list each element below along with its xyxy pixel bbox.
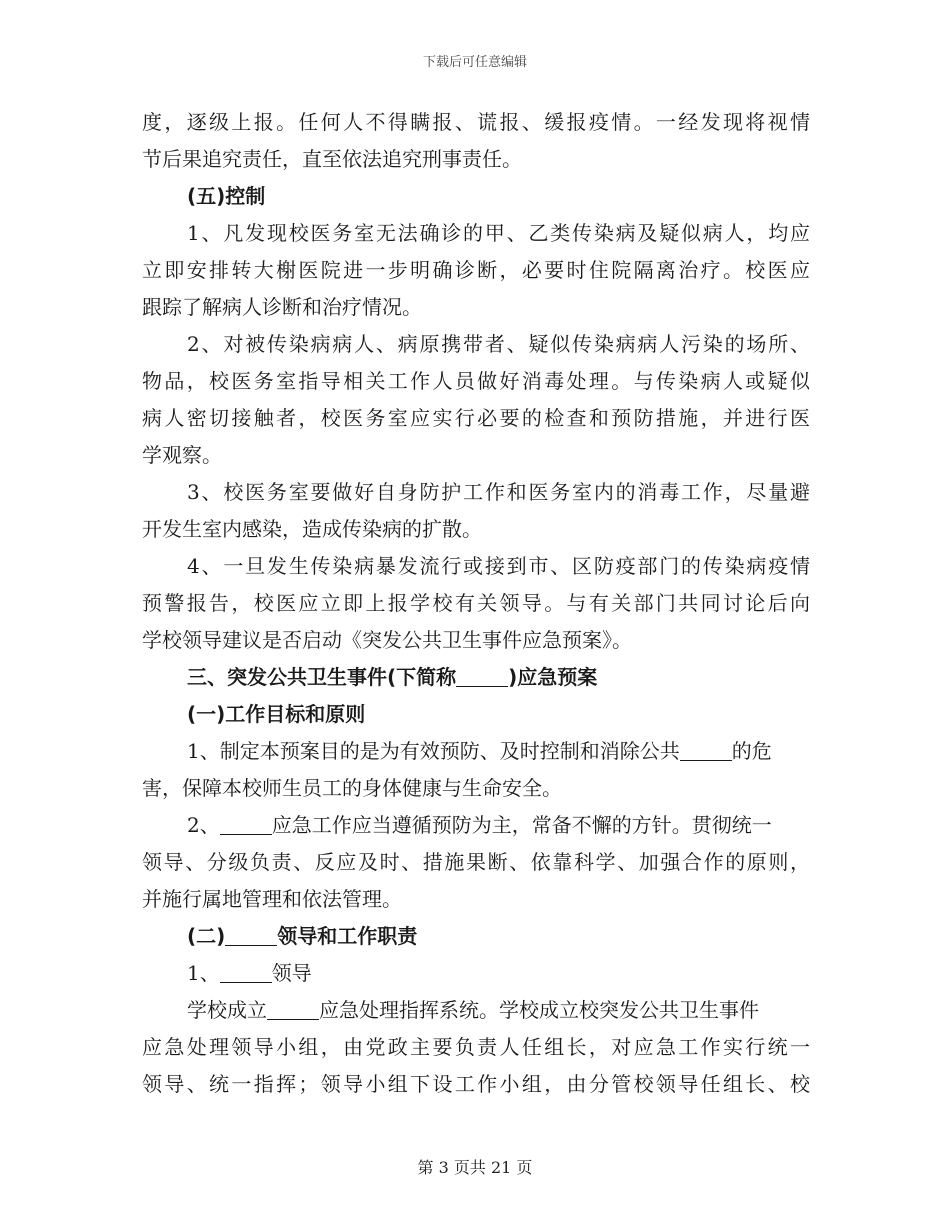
paragraph-line: 2、对被传染病病人、病原携带者、疑似传染病病人污染的场所、 xyxy=(187,332,810,356)
paragraph-line: 立即安排转大榭医院进一步明确诊断，必要时住院隔离治疗。校医应 xyxy=(142,258,810,282)
line-text: 2、 xyxy=(187,813,220,837)
page-header: 下载后可任意编辑 xyxy=(422,55,527,70)
fill-in-blank xyxy=(456,664,508,687)
fill-in-blank xyxy=(220,960,272,983)
paragraph-line: 学观察。 xyxy=(142,443,222,467)
heading-text: 三、突发公共卫生事件(下简称 xyxy=(187,665,457,689)
paragraph-line: 并施行属地管理和依法管理。 xyxy=(142,887,402,911)
line-text: 领导 xyxy=(271,961,312,985)
subsection-heading xyxy=(142,918,810,955)
paragraph-line xyxy=(142,955,810,992)
section-heading xyxy=(142,659,810,696)
paragraph-line: 病人密切接触者，校医务室应实行必要的检查和预防措施，并进行医 xyxy=(142,406,810,430)
paragraph-line: 节后果追究责任，直至依法追究刑事责任。 xyxy=(142,147,522,171)
section-heading: (五)控制 xyxy=(187,184,266,208)
page-footer: 第 3 页共 21 页 xyxy=(417,1158,533,1177)
paragraph-line: 度，逐级上报。任何人不得瞒报、谎报、缓报疫情。一经发现将视情 xyxy=(142,110,810,134)
paragraph-line: 害，保障本校师生员工的身体健康与生命安全。 xyxy=(142,776,562,800)
fill-in-blank xyxy=(225,923,277,946)
paragraph-line: 学校领导建议是否启动《突发公共卫生事件应急预案》。 xyxy=(142,628,632,652)
line-text: 1、制定本预案目的是为有效预防、及时控制和消除公共 xyxy=(187,739,680,763)
line-text: 学校成立 xyxy=(187,998,267,1022)
heading-text: )应急预案 xyxy=(508,665,598,689)
line-text: 的危 xyxy=(731,739,772,763)
fill-in-blank xyxy=(220,812,272,835)
paragraph-line: 领导、分级负责、反应及时、措施果断、依靠科学、加强合作的原则， xyxy=(142,850,810,874)
paragraph-line xyxy=(142,733,810,770)
heading-text: (二) xyxy=(187,924,226,948)
line-text: 1、 xyxy=(187,961,220,985)
paragraph-line: 领导、统一指挥；领导小组下设工作小组，由分管校领导任组长、校 xyxy=(142,1072,810,1096)
paragraph-line: 开发生室内感染，造成传染病的扩散。 xyxy=(142,517,482,541)
paragraph-line xyxy=(142,807,810,844)
heading-text: 领导和工作职责 xyxy=(277,924,418,948)
paragraph-line: 应急处理领导小组，由党政主要负责人任组长，对应急工作实行统一 xyxy=(142,1035,810,1059)
subsection-heading: (一)工作目标和原则 xyxy=(187,702,366,726)
fill-in-blank xyxy=(267,997,319,1020)
paragraph-line: 3、校医务室要做好自身防护工作和医务室内的消毒工作，尽量避 xyxy=(187,480,810,504)
paragraph-line: 4、一旦发生传染病暴发流行或接到市、区防疫部门的传染病疫情 xyxy=(187,554,810,578)
paragraph-line: 1、凡发现校医务室无法确诊的甲、乙类传染病及疑似病人，均应 xyxy=(187,221,810,245)
document-body xyxy=(142,104,810,1103)
fill-in-blank xyxy=(680,738,732,761)
paragraph-line: 跟踪了解病人诊断和治疗情况。 xyxy=(142,295,422,319)
paragraph-line: 物品，校医务室指导相关工作人员做好消毒处理。与传染病人或疑似 xyxy=(142,369,810,393)
paragraph-line: 预警报告，校医应立即上报学校有关领导。与有关部门共同讨论后向 xyxy=(142,591,810,615)
paragraph-line xyxy=(142,992,810,1029)
line-text: 应急工作应当遵循预防为主，常备不懈的方针。贯彻统一 xyxy=(271,813,772,837)
line-text: 应急处理指挥系统。学校成立校突发公共卫生事件 xyxy=(319,998,759,1022)
